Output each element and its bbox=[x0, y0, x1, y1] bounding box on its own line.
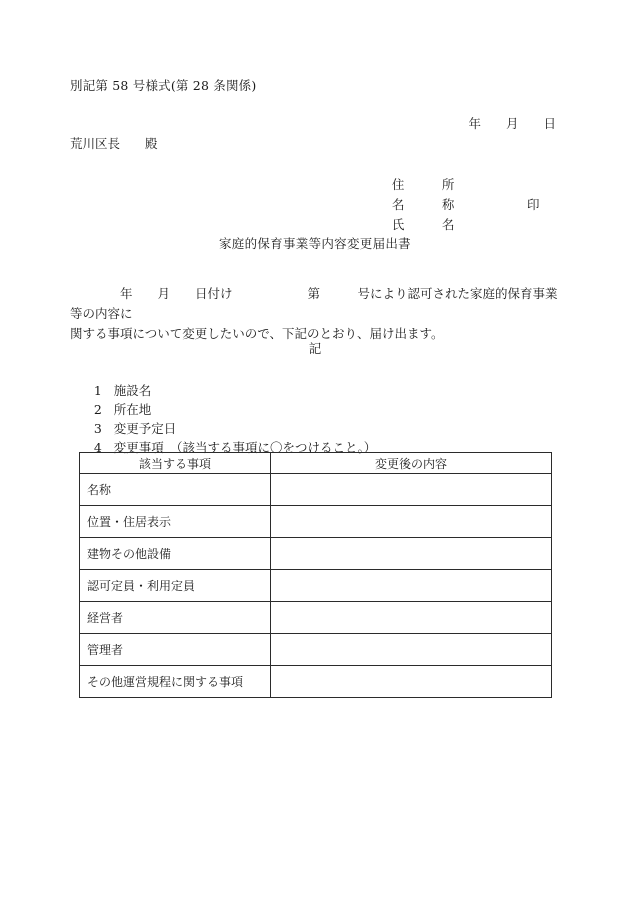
table-row bbox=[80, 506, 552, 538]
applicant-label-organization: 名 称 bbox=[391, 197, 455, 212]
table-cell-item-location: 位置・住居表示 bbox=[80, 506, 271, 538]
table-cell-item-other-rules: その他運営規程に関する事項 bbox=[80, 666, 271, 698]
document-title: 家庭的保育事業等内容変更届出書 bbox=[218, 236, 411, 251]
body-line-2: 関する事項について変更したいので、下記のとおり、届け出ます。 bbox=[70, 326, 444, 341]
form-number: 別記第 58 号様式(第 28 条関係) bbox=[70, 78, 257, 93]
table-header-item: 該当する事項 bbox=[80, 453, 271, 474]
applicant-label-address: 住 所 bbox=[391, 177, 455, 192]
table-cell-value-location[interactable] bbox=[271, 506, 552, 538]
applicant-row-address bbox=[368, 155, 455, 192]
table-cell-value-manager[interactable] bbox=[271, 634, 552, 666]
item-label-facility-name: 施設名 bbox=[113, 383, 152, 398]
table-cell-item-name: 名称 bbox=[80, 474, 271, 506]
table-cell-item-building: 建物その他設備 bbox=[80, 538, 271, 570]
table-cell-item-manager: 管理者 bbox=[80, 634, 271, 666]
table-row bbox=[80, 666, 552, 698]
addressee-line: 荒川区長 殿 bbox=[70, 136, 158, 151]
table-cell-value-other-rules[interactable] bbox=[271, 666, 552, 698]
table-row bbox=[80, 570, 552, 602]
table-row bbox=[80, 634, 552, 666]
table-cell-value-operator[interactable] bbox=[271, 602, 552, 634]
change-items-table bbox=[79, 452, 552, 698]
table-cell-value-name[interactable] bbox=[271, 474, 552, 506]
table-row bbox=[80, 602, 552, 634]
item-label-change-date: 変更予定日 bbox=[113, 421, 177, 436]
table-cell-value-building[interactable] bbox=[271, 538, 552, 570]
body-paragraph bbox=[70, 284, 566, 344]
item-number-3: 3 bbox=[93, 421, 102, 436]
item-number-4: 4 bbox=[93, 440, 102, 455]
date-line: 年 月 日 bbox=[468, 116, 556, 131]
applicant-row-organization bbox=[368, 175, 455, 212]
table-cell-item-capacity: 認可定員・利用定員 bbox=[80, 570, 271, 602]
applicant-row-name bbox=[368, 195, 540, 232]
list-item bbox=[70, 362, 376, 398]
item-number-1: 1 bbox=[93, 383, 102, 398]
applicant-block bbox=[368, 155, 540, 232]
table-cell-value-capacity[interactable] bbox=[271, 570, 552, 602]
table-row bbox=[80, 474, 552, 506]
table-cell-item-operator: 経営者 bbox=[80, 602, 271, 634]
item-label-location: 所在地 bbox=[113, 402, 152, 417]
applicant-label-name: 氏 名 bbox=[391, 217, 455, 232]
table-row bbox=[80, 538, 552, 570]
table-header-row bbox=[80, 453, 552, 474]
table-header-value: 変更後の内容 bbox=[271, 453, 552, 474]
ki-marker: 記 bbox=[308, 341, 322, 356]
item-label-change-items: 変更事項 （該当する事項に〇をつけること。） bbox=[113, 440, 377, 455]
numbered-items-list bbox=[70, 362, 377, 455]
body-line-1: 年 月 日付け 第 号により認可された家庭的保育事業等の内容に bbox=[70, 286, 558, 321]
item-number-2: 2 bbox=[93, 402, 102, 417]
seal-mark-icon: 印 bbox=[527, 197, 540, 212]
